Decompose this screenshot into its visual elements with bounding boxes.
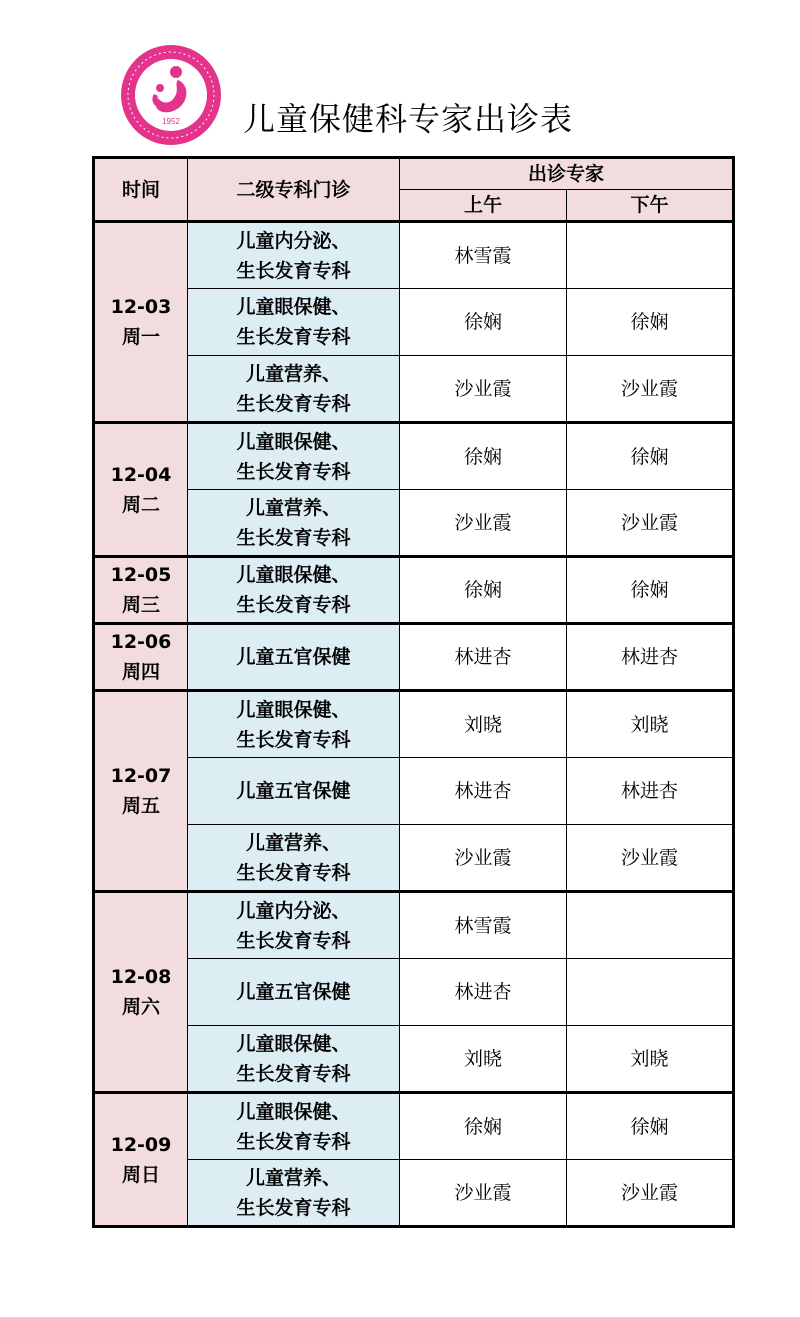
pm-doctor-cell: 徐娴 [567,289,734,356]
am-doctor-cell: 林进杏 [400,624,567,691]
specialty-line-1: 儿童营养、 [245,362,341,385]
specialty-cell [188,1160,400,1227]
am-doctor-cell: 林进杏 [400,758,567,825]
table-row [94,356,734,423]
day-date: 12-05 [110,564,172,586]
specialty-cell [188,624,400,691]
specialty-line-1: 儿童营养、 [245,831,341,854]
day-cell [94,423,188,557]
day-date: 12-09 [110,1133,172,1156]
specialty-cell [188,758,400,825]
pm-doctor-cell: 林进杏 [567,624,734,691]
specialty-line-1: 儿童眼保健、 [236,1100,351,1123]
pm-doctor-cell [567,892,734,959]
am-doctor-cell: 徐娴 [400,1093,567,1160]
pm-doctor-cell [567,222,734,289]
am-doctor-cell: 徐娴 [400,423,567,490]
specialty-line-1: 儿童内分泌、 [236,229,351,252]
day-cell [94,222,188,423]
day-cell [94,557,188,624]
day-date: 12-08 [110,966,172,988]
day-weekday: 周日 [121,1163,160,1186]
specialty-cell [188,356,400,423]
day-weekday: 周二 [121,493,160,516]
day-date: 12-03 [110,296,172,318]
am-doctor-cell: 沙业霞 [400,1160,567,1227]
am-doctor-cell: 林进杏 [400,959,567,1026]
specialty-line-2: 生长发育专科 [236,259,351,282]
specialty-line-2: 生长发育专科 [236,929,351,952]
pm-doctor-cell: 沙业霞 [567,825,734,892]
pm-doctor-cell [567,959,734,1026]
specialty-cell [188,557,400,624]
specialty-line-1: 儿童五官保健 [236,780,351,802]
table-row [94,758,734,825]
specialty-line-1: 儿童内分泌、 [236,899,351,922]
table-row [94,892,734,959]
specialty-line-2: 生长发育专科 [236,594,351,616]
am-doctor-cell: 沙业霞 [400,825,567,892]
header-specialty: 二级专科门诊 [188,158,400,222]
pm-doctor-cell: 徐娴 [567,557,734,624]
header-am: 上午 [400,190,567,222]
specialty-line-1: 儿童眼保健、 [236,698,351,721]
day-weekday: 周五 [121,795,160,817]
table-row [94,1093,734,1160]
specialty-cell [188,1026,400,1093]
specialty-line-1: 儿童眼保健、 [236,296,351,318]
pm-doctor-cell: 沙业霞 [567,490,734,557]
specialty-cell [188,289,400,356]
table-row [94,423,734,490]
specialty-line-1: 儿童眼保健、 [236,564,351,586]
day-weekday: 周六 [121,996,160,1018]
table-row [94,222,734,289]
hospital-logo [118,42,224,148]
specialty-cell [188,423,400,490]
specialty-cell [188,959,400,1026]
am-doctor-cell: 沙业霞 [400,356,567,423]
header-pm: 下午 [567,190,734,222]
day-cell [94,691,188,892]
specialty-line-1: 儿童五官保健 [236,981,351,1003]
specialty-cell [188,691,400,758]
am-doctor-cell: 徐娴 [400,557,567,624]
specialty-cell [188,490,400,557]
table-row [94,289,734,356]
specialty-line-1: 儿童营养、 [245,1166,341,1189]
table-row [94,1160,734,1227]
day-cell [94,892,188,1093]
logo-year: 1952 [162,117,180,126]
specialty-line-2: 生长发育专科 [236,326,351,348]
pm-doctor-cell: 徐娴 [567,1093,734,1160]
am-doctor-cell: 刘晓 [400,691,567,758]
table-row [94,959,734,1026]
specialty-line-2: 生长发育专科 [236,1196,351,1219]
specialty-cell [188,892,400,959]
specialty-cell [188,1093,400,1160]
pm-doctor-cell: 沙业霞 [567,1160,734,1227]
specialty-cell [188,825,400,892]
table-row [94,1026,734,1093]
day-date: 12-07 [110,765,172,787]
day-weekday: 周一 [121,326,160,348]
specialty-line-2: 生长发育专科 [236,728,351,751]
table-row [94,624,734,691]
schedule-table [92,156,735,1228]
am-doctor-cell: 徐娴 [400,289,567,356]
table-row [94,691,734,758]
specialty-line-2: 生长发育专科 [236,460,351,483]
day-weekday: 周四 [121,661,160,683]
day-cell [94,624,188,691]
pm-doctor-cell: 沙业霞 [567,356,734,423]
header-time: 时间 [94,158,188,222]
specialty-line-2: 生长发育专科 [236,1062,351,1085]
am-doctor-cell: 林雪霞 [400,222,567,289]
specialty-line-1: 儿童眼保健、 [236,1032,351,1055]
specialty-line-2: 生长发育专科 [236,392,351,415]
specialty-line-2: 生长发育专科 [236,861,351,884]
schedule-body [94,222,734,1227]
specialty-line-1: 儿童眼保健、 [236,430,351,453]
day-date: 12-06 [110,631,172,653]
pm-doctor-cell: 刘晓 [567,1026,734,1093]
header-doctors: 出诊专家 [400,158,734,190]
table-row [94,557,734,624]
day-cell [94,1093,188,1227]
pm-doctor-cell: 刘晓 [567,691,734,758]
specialty-line-1: 儿童五官保健 [236,646,351,668]
pm-doctor-cell: 徐娴 [567,423,734,490]
table-row [94,490,734,557]
am-doctor-cell: 刘晓 [400,1026,567,1093]
specialty-line-1: 儿童营养、 [245,496,341,519]
pm-doctor-cell: 林进杏 [567,758,734,825]
specialty-line-2: 生长发育专科 [236,1130,351,1153]
table-row [94,825,734,892]
page-title: 儿童保健科专家出诊表 [243,100,574,138]
am-doctor-cell: 沙业霞 [400,490,567,557]
day-date: 12-04 [110,463,172,486]
day-weekday: 周三 [121,594,160,616]
specialty-line-2: 生长发育专科 [236,526,351,549]
am-doctor-cell: 林雪霞 [400,892,567,959]
specialty-cell [188,222,400,289]
